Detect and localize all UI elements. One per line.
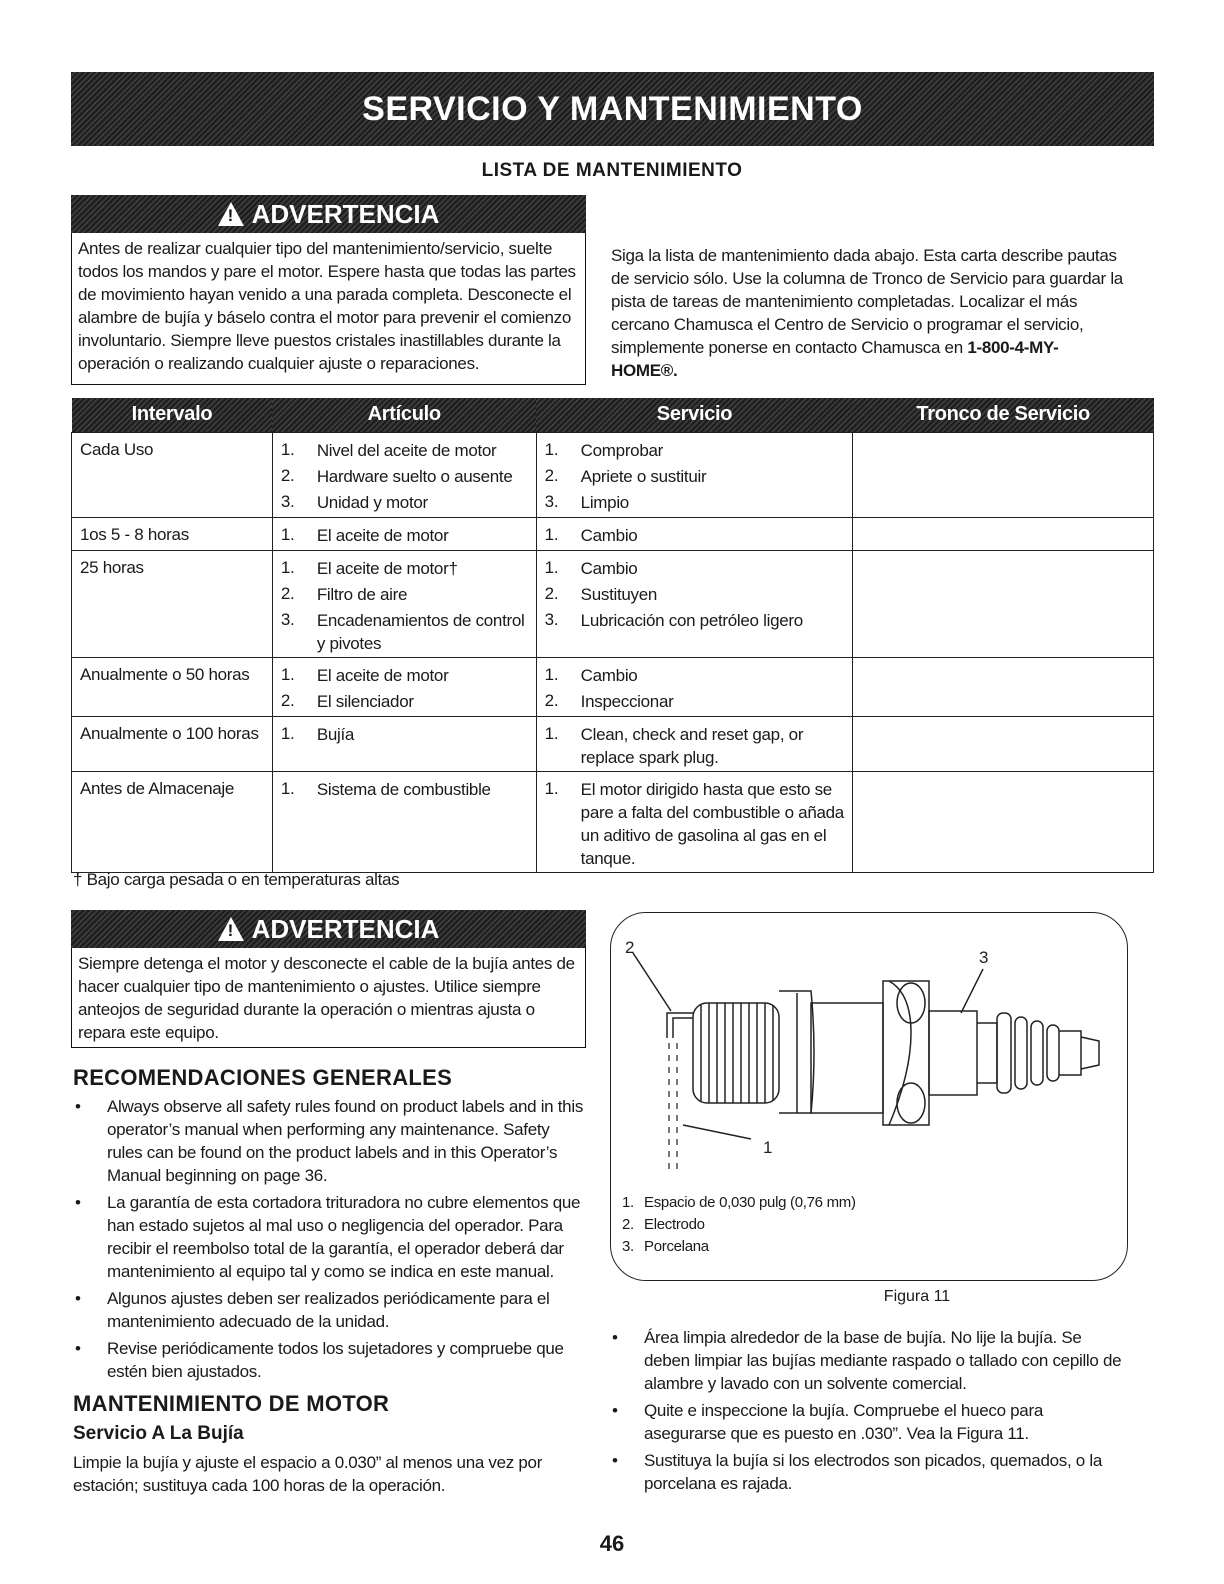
list-item: 2. Inspeccionar [544,690,674,711]
callout-1: 1 [763,1138,773,1157]
col-header-intervalo: Intervalo [72,398,273,432]
list-item: 1. Cambio [544,524,638,545]
list-item: 1. El aceite de motor† [280,557,458,578]
service-cell [536,716,853,771]
list-item: • Revise periódicamente todos los sujetadores y compruebe que estén bien ajustados. [75,1339,564,1381]
warning-text: Siempre detenga el motor y desconecte el cable de la bujía antes de hacer cualquier tipo de mantenimiento o ajustes. Utilice siempre anteojos de seguridad durante la operación o mientras ajusta o repara este equipo. [78,954,575,1042]
warning-box-1 [71,195,586,385]
list-item: 1. Nivel del aceite de motor [280,439,497,460]
table-row [72,771,1154,872]
list-item: 3. Encadenamientos de control y pivotes [280,609,525,653]
service-cell [536,432,853,517]
item-cell [272,550,536,657]
interval-cell: Anualmente o 100 horas [72,716,273,771]
item-cell [272,432,536,517]
list-item: 2. El silenciador [280,690,414,711]
spark-plug-subheading: Servicio A La Bujía [73,1423,244,1444]
service-log-cell[interactable] [853,517,1154,550]
list-item: • Sustituya la bujía si los electrodos son picados, quemados, o la porcelana es rajada. [612,1451,1103,1493]
interval-cell: Cada Uso [72,432,273,517]
legend-item: 1. Espacio de 0,030 pulg (0,76 mm) [622,1194,856,1211]
table-row [72,517,1154,550]
item-cell [272,716,536,771]
warning-title: ADVERTENCIA [251,198,440,229]
list-item: • Always observe all safety rules found on product labels and in this operator’s manual when performing any maintenance. Safety rules can be found on the product labels and in this Operator’s Manual beginning on page 36. [75,1097,584,1185]
list-item: 1. El aceite de motor [280,524,449,545]
col-header-articulo: Artículo [272,398,536,432]
col-header-tronco: Tronco de Servicio [853,398,1154,432]
intro-text: Siga la lista de mantenimiento dada abajo. Esta carta describe pautas de servicio sólo. Use la columna de Tronco de Servicio para guardar la pista de tareas de mantenimiento completadas. Localizar el más cercano Chamusca el Centro de Servicio o programar el servicio, simplemente ponerse en contacto Chamusca en [611,246,1123,357]
interval-cell: 1os 5 - 8 horas [72,517,273,550]
page-number: 46 [599,1531,625,1556]
service-log-cell[interactable] [853,550,1154,657]
figure-caption: Figura 11 [883,1288,951,1305]
table-row [72,432,1154,517]
phone-number: 1-800-4-MY-HOME®. [611,338,1059,380]
service-cell [536,550,853,657]
warning-icon: ! [218,917,244,941]
item-cell [272,517,536,550]
list-item: 3. Lubricación con petróleo ligero [544,609,803,630]
list-item: 1. Clean, check and reset gap, or replace spark plug. [544,723,804,767]
list-item: • Quite e inspeccione la bujía. Compruebe el hueco para asegurarse que es puesto en .030”. Vea la Figura 11. [612,1401,1043,1443]
list-item: 2. Hardware suelto o ausente [280,465,513,486]
service-log-cell[interactable] [853,716,1154,771]
interval-cell: Anualmente o 50 horas [72,657,273,716]
list-item: 1. Sistema de combustible [280,778,491,799]
table-header-row [72,398,1154,432]
service-cell [536,517,853,550]
service-cell [536,657,853,716]
warning-box-2 [71,910,586,1048]
list-item: 3. Unidad y motor [280,491,428,512]
interval-cell: Antes de Almacenaje [72,771,273,872]
list-item: • Área limpia alrededor de la base de bujía. No lije la bujía. Se deben limpiar las bujías mediante raspado o tallado con cepillo de alambre y lavado con un solvente comercial. [612,1328,1122,1393]
interval-cell: 25 horas [72,550,273,657]
spark-plug-steps [610,1326,1124,1499]
list-item: 3. Limpio [544,491,629,512]
service-log-cell[interactable] [853,657,1154,716]
recomendaciones-heading: RECOMENDACIONES GENERALES [73,1065,453,1090]
callout-3: 3 [979,948,989,967]
motor-heading: MANTENIMIENTO DE MOTOR [73,1391,390,1416]
legend-item: 2. Electrodo [622,1216,705,1233]
list-item: 2. Filtro de aire [280,583,408,604]
list-item: 2. Apriete o sustituir [544,465,707,486]
list-item: • La garantía de esta cortadora trituradora no cubre elementos que han estado sujetos al mal uso o negligencia del operador. Para recibir el reembolso total de la garantía, el operador deberá dar mantenimiento al equipo tal y como se indica en este manual. [75,1193,581,1281]
list-item: • Algunos ajustes deben ser realizados periódicamente para el mantenimiento adecuado de la unidad. [75,1289,550,1331]
section-banner: SERVICIO Y MANTENIMIENTO [71,72,1154,146]
table-row [72,657,1154,716]
list-item: 1. El motor dirigido hasta que esto se pare a falta del combustible o añada un aditivo de gasolina al gas en el tanque. [544,778,844,868]
legend-item: 3. Porcelana [622,1238,709,1255]
spark-plug-text: Limpie la bujía y ajuste el espacio a 0.030” al menos una vez por estación; sustituya cada 100 horas de la operación. [73,1453,543,1495]
callout-2: 2 [625,938,635,957]
item-cell [272,657,536,716]
item-cell [272,771,536,872]
warning-icon: ! [218,202,244,226]
warning-header [71,910,586,948]
intro-paragraph [611,244,1123,382]
table-row [72,716,1154,771]
list-item: 1. Comprobar [544,439,664,460]
col-header-servicio: Servicio [536,398,853,432]
figure-legend [622,1192,856,1258]
list-item: 1. Cambio [544,557,638,578]
page-subtitle: LISTA DE MANTENIMIENTO [481,160,743,181]
recomendaciones-list [73,1095,583,1387]
list-item: 1. El aceite de motor [280,664,449,685]
list-item: 1. Cambio [544,664,638,685]
warning-header [71,195,586,233]
table-row [72,550,1154,657]
table-footnote: † Bajo carga pesada o en temperaturas altas [73,870,400,889]
warning-text: Antes de realizar cualquier tipo del mantenimiento/servicio, suelte todos los mandos y pare el motor. Espere hasta que todas las partes de movimiento hayan venido a una parada completa. Desconecte el alambre de bujía y báselo contra el motor para prevenir el comienzo involuntario. Siempre lleve puestos cristales inastillables durante la operación o realizando cualquier ajuste o reparaciones. [78,239,576,373]
warning-title: ADVERTENCIA [251,913,440,944]
service-log-cell[interactable] [853,771,1154,872]
service-log-cell[interactable] [853,432,1154,517]
maintenance-table [71,398,1154,873]
list-item: 2. Sustituyen [544,583,658,604]
service-cell [536,771,853,872]
list-item: 1. Bujía [280,723,355,744]
